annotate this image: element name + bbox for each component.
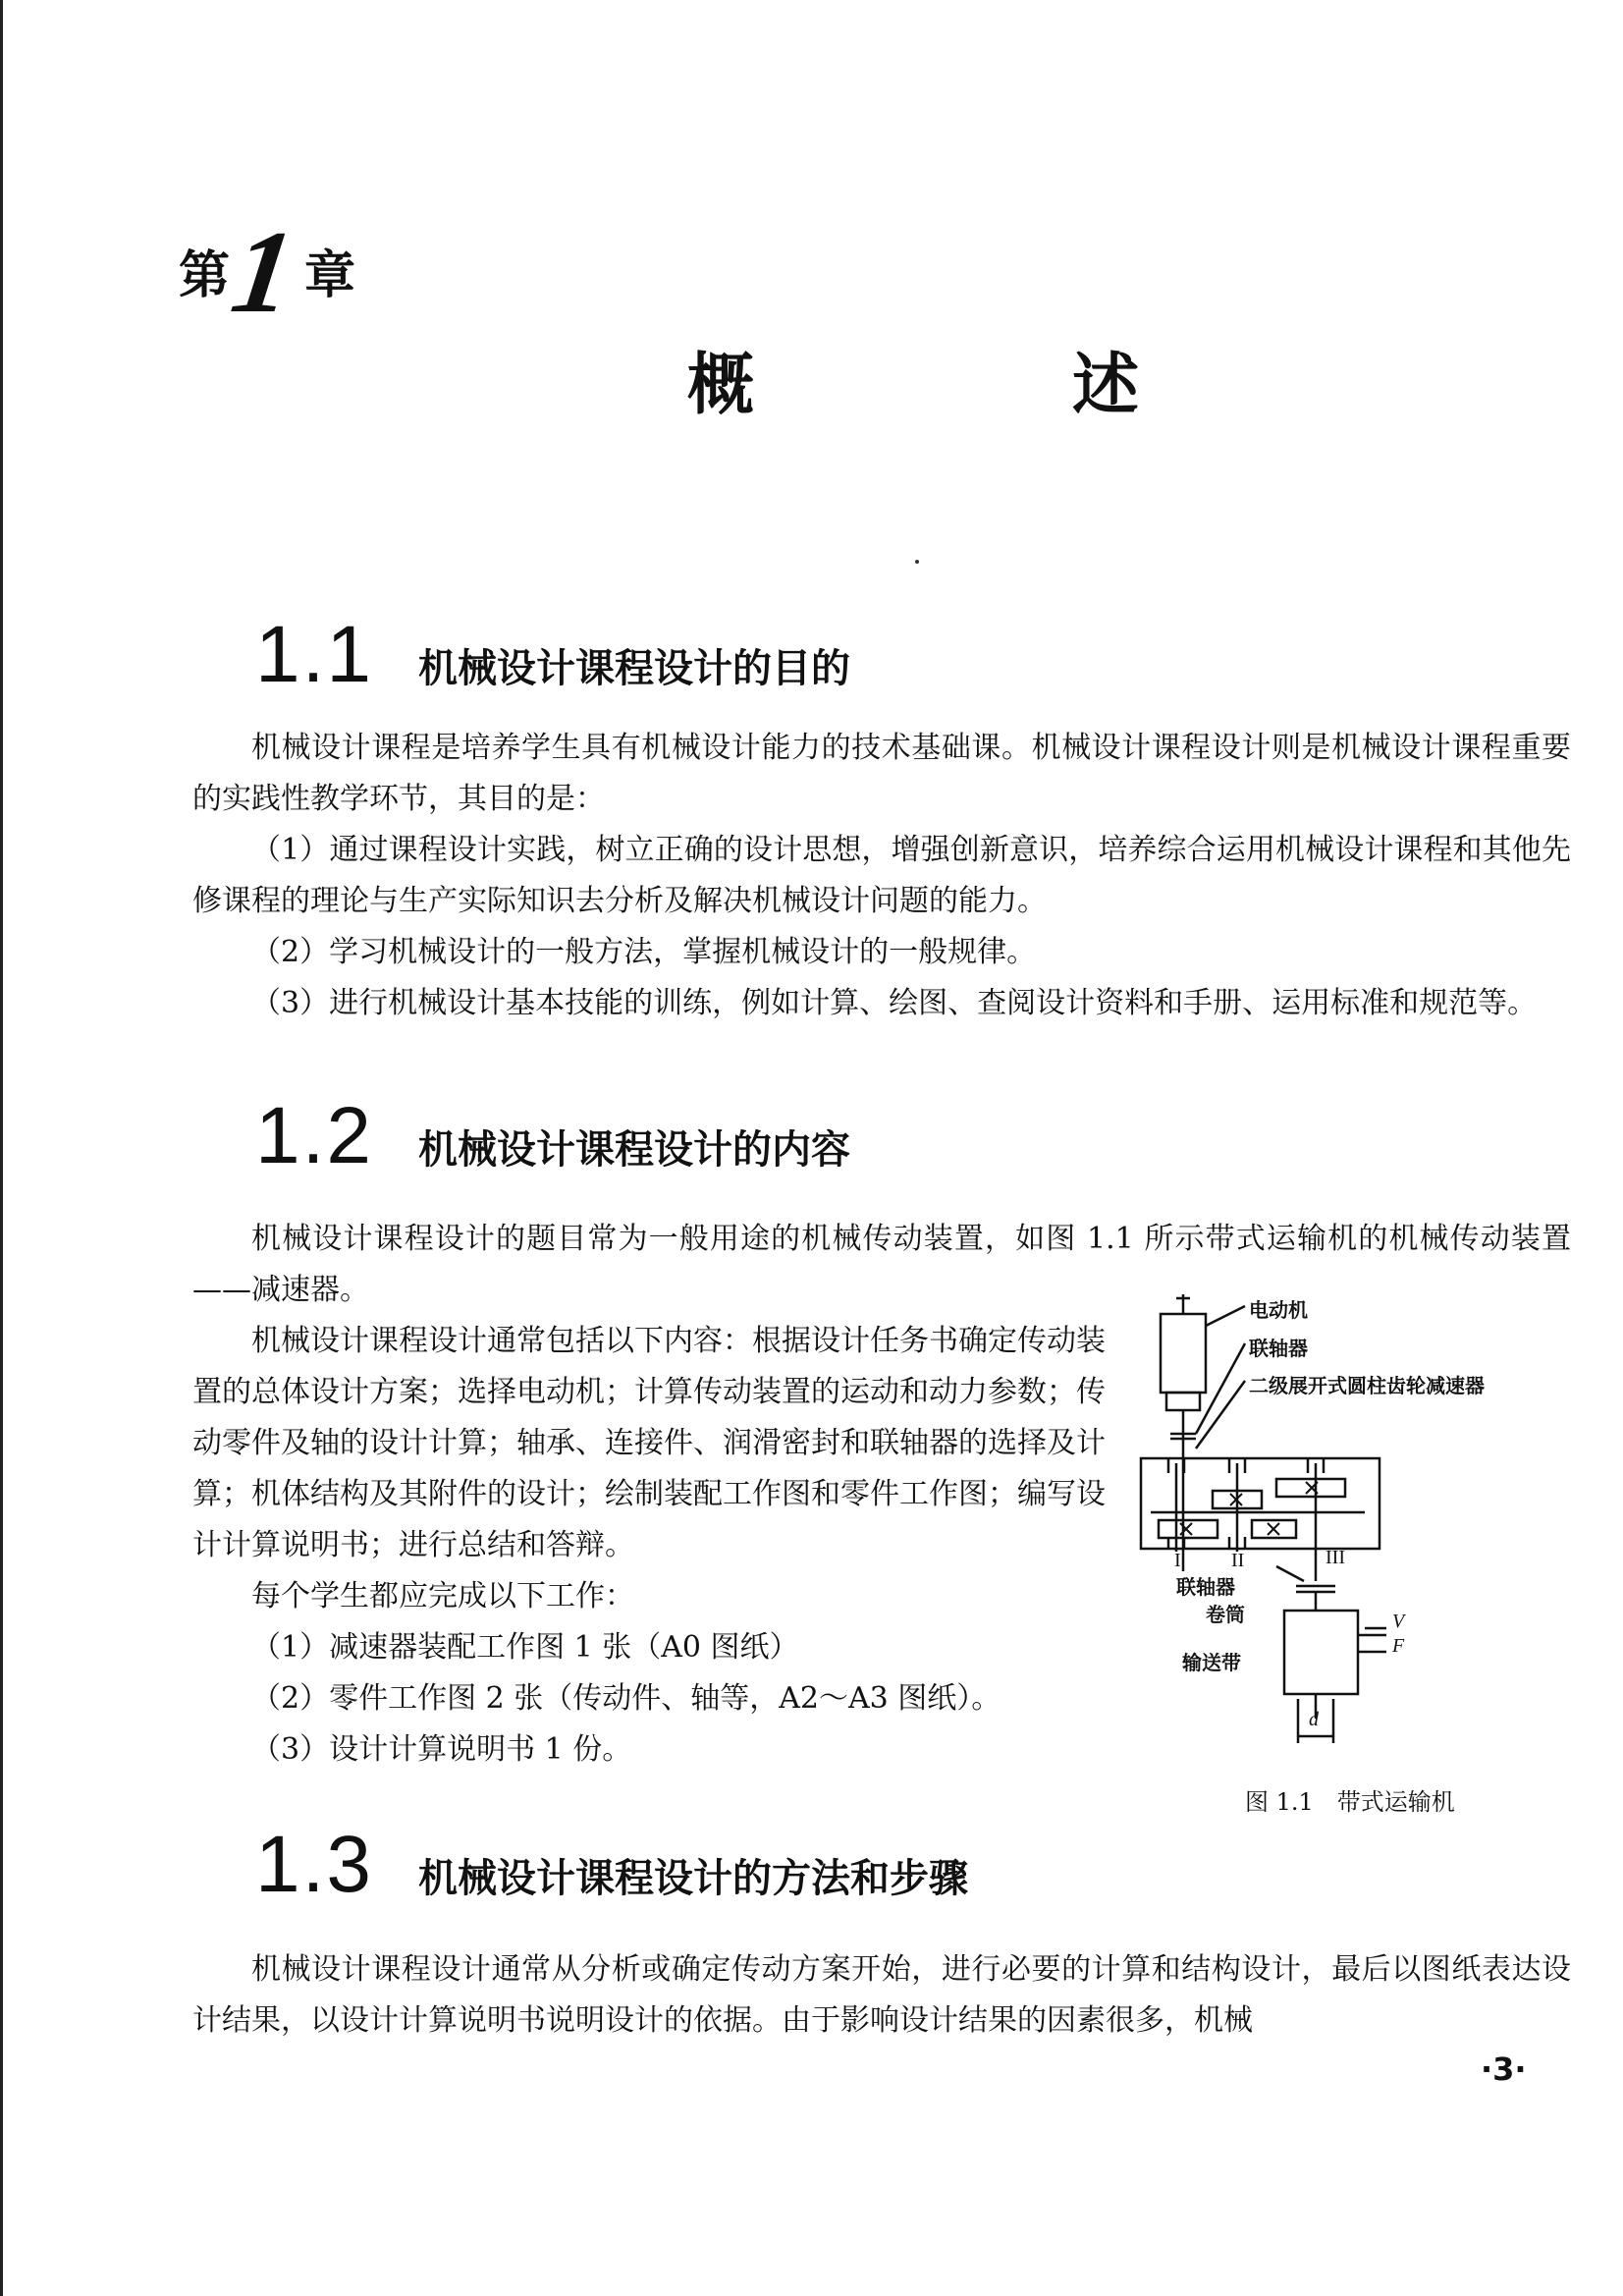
chapter-suffix: 章 [304,246,356,305]
section-heading-1-2 [255,1090,850,1182]
page-edge-rule [0,0,3,2296]
label-coupling-bottom: 联轴器 [1176,1575,1235,1599]
section-title: 机械设计课程设计的方法和步骤 [418,1856,968,1901]
section-1-3-body [192,1944,1571,2047]
section-title: 机械设计课程设计的内容 [418,1127,850,1173]
chapter-label [179,206,356,337]
page-number: ·3· [1481,2050,1527,2088]
chapter-title-char-1: 概 [687,347,755,424]
section-number: 1.2 [255,1091,373,1180]
scan-dot [915,560,919,564]
chapter-title [687,332,1139,427]
chapter-prefix: 第 [179,246,231,305]
list-item: （3）进行机械设计基本技能的训练，例如计算、绘图、查阅设计资料和手册、运用标准和规范等。 [251,986,1538,1020]
section-heading-1-3 [255,1819,968,1911]
paragraph: 机械设计课程设计的题目常为一般用途的机械传动装置，如图 1.1 所示带式运输机的机械传动装置——减速器。 [192,1222,1571,1307]
paragraph: 机械设计课程设计通常包括以下内容：根据设计任务书确定传动装置的总体设计方案；选择电动机；计算传动装置的运动和动力参数；传动零件及轴的设计计算；轴承、连接件、润滑密封和联轴器的选择及计算；机体结构及其附件的设计；绘制装配工作图和零件工作图；编写设计计算说明书；进行总结和答辩。 [192,1324,1106,1562]
list-item: （2）学习机械设计的一般方法，掌握机械设计的一般规律。 [251,935,1037,969]
shaft-label-3: III [1325,1547,1345,1568]
label-drum: 卷筒 [1206,1603,1245,1626]
symbol-v: V [1392,1611,1405,1632]
list-item: （1）通过课程设计实践，树立正确的设计思想，增强创新意识，培养综合运用机械设计课程和其他先修课程的理论与生产实际知识去分析及解决机械设计问题的能力。 [192,833,1571,918]
section-number: 1.3 [255,1820,373,1909]
section-number: 1.1 [255,610,373,699]
section-1-1-body [192,723,1571,1029]
symbol-d: d [1309,1709,1319,1730]
paragraph: 每个学生都应完成以下工作： [251,1579,634,1613]
section-title: 机械设计课程设计的目的 [418,646,850,691]
chapter-title-char-2: 述 [1071,347,1139,424]
paragraph: 机械设计课程是培养学生具有机械设计能力的技术基础课。机械设计课程设计则是机械设计课程重要的实践性教学环节，其目的是： [192,731,1571,816]
list-item: （3）设计计算说明书 1 份。 [251,1732,632,1767]
conveyor-diagram [1129,1286,1591,1777]
list-item: （1）减速器装配工作图 1 张（A0 图纸） [251,1630,799,1665]
shaft-label-2: II [1231,1550,1245,1571]
label-belt: 输送带 [1182,1651,1241,1674]
symbol-f: F [1392,1635,1405,1657]
list-item: （2）零件工作图 2 张（传动件、轴等，A2～A3 图纸）。 [251,1681,1001,1716]
label-motor: 电动机 [1249,1298,1308,1322]
shaft-label-1: I [1174,1550,1181,1571]
belt-conveyor-figure [1129,1286,1591,1817]
gear-pair-3 [1159,1520,1217,1538]
section-heading-1-1 [255,609,850,701]
leader-motor [1206,1306,1245,1326]
motor-base [1166,1393,1200,1410]
figure-caption: 图 1.1 带式运输机 [1245,1788,1455,1816]
drum [1284,1611,1358,1694]
label-coupling-top: 联轴器 [1249,1337,1308,1360]
chapter-number: 1 [224,206,302,337]
section-1-2-body [192,1316,1106,1776]
paragraph: 机械设计课程设计通常从分析或确定传动方案开始，进行必要的计算和结构设计，最后以图纸表达设计结果，以设计计算说明书说明设计的依据。由于影响设计结果的因素很多，机械 [192,1952,1571,2038]
label-reducer: 二级展开式圆柱齿轮减速器 [1249,1374,1485,1397]
motor-body [1161,1314,1206,1393]
